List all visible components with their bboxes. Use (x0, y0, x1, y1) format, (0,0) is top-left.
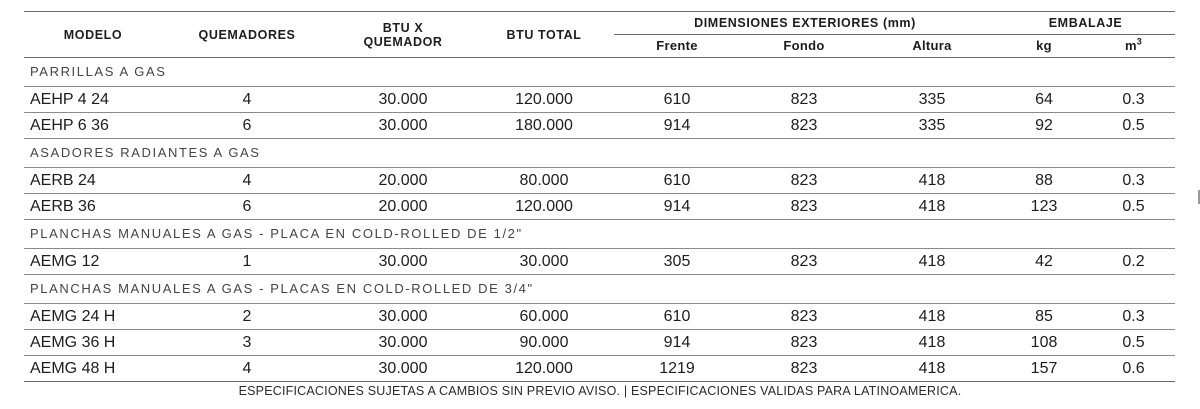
header-kg: kg (996, 35, 1092, 58)
table-row (24, 168, 1175, 194)
cell-altura: 418 (868, 168, 996, 194)
cell-altura: 335 (868, 113, 996, 139)
cell-frente: 305 (614, 249, 740, 275)
header-m3-base: m (1124, 38, 1137, 53)
cell-modelo: AERB 24 (24, 168, 162, 194)
cell-btu-x-quemador: 20.000 (332, 168, 474, 194)
cell-btu-x-quemador: 30.000 (332, 356, 474, 382)
cell-kg: 108 (996, 330, 1092, 356)
header-btu-x-line1: BTU X (382, 20, 424, 35)
cell-quemadores: 1 (162, 249, 332, 275)
cell-btu-x-quemador: 30.000 (332, 87, 474, 113)
cell-kg: 42 (996, 249, 1092, 275)
section-header-row (24, 220, 1175, 249)
cell-btu-x-quemador: 30.000 (332, 330, 474, 356)
cell-m3: 0.5 (1092, 113, 1175, 139)
cell-modelo: AEMG 12 (24, 249, 162, 275)
cell-kg: 92 (996, 113, 1092, 139)
cell-frente: 610 (614, 87, 740, 113)
cell-fondo: 823 (740, 249, 868, 275)
section-title: PLANCHAS MANUALES A GAS - PLACA EN COLD-ROLLED DE 1/2" (24, 220, 1175, 249)
cell-altura: 418 (868, 330, 996, 356)
cell-fondo: 823 (740, 168, 868, 194)
cell-quemadores: 4 (162, 356, 332, 382)
header-fondo: Fondo (740, 35, 868, 58)
section-title: PARRILLAS A GAS (24, 58, 1175, 87)
cell-btu-x-quemador: 30.000 (332, 113, 474, 139)
table-header (24, 12, 1175, 58)
table-row (24, 356, 1175, 382)
cell-modelo: AEMG 48 H (24, 356, 162, 382)
cell-btu-x-quemador: 20.000 (332, 194, 474, 220)
section-title: ASADORES RADIANTES A GAS (24, 139, 1175, 168)
header-altura: Altura (868, 35, 996, 58)
spec-table (24, 11, 1175, 382)
cell-modelo: AEHP 6 36 (24, 113, 162, 139)
section-header-row (24, 275, 1175, 304)
cell-m3: 0.3 (1092, 304, 1175, 330)
cell-fondo: 823 (740, 194, 868, 220)
cell-frente: 914 (614, 330, 740, 356)
cell-frente: 610 (614, 168, 740, 194)
cell-fondo: 823 (740, 304, 868, 330)
table-body (24, 58, 1175, 382)
cell-quemadores: 6 (162, 194, 332, 220)
section-title: PLANCHAS MANUALES A GAS - PLACAS EN COLD-ROLLED DE 3/4" (24, 275, 1175, 304)
cell-m3: 0.3 (1092, 87, 1175, 113)
cell-fondo: 823 (740, 330, 868, 356)
cell-altura: 335 (868, 87, 996, 113)
header-btu-total: BTU TOTAL (474, 12, 614, 58)
header-modelo: MODELO (24, 12, 162, 58)
cell-btu-total: 60.000 (474, 304, 614, 330)
cell-quemadores: 4 (162, 168, 332, 194)
cell-frente: 914 (614, 194, 740, 220)
cell-btu-total: 180.000 (474, 113, 614, 139)
cell-altura: 418 (868, 249, 996, 275)
cell-frente: 1219 (614, 356, 740, 382)
cell-altura: 418 (868, 304, 996, 330)
cell-m3: 0.5 (1092, 194, 1175, 220)
table-row (24, 194, 1175, 220)
cell-fondo: 823 (740, 113, 868, 139)
table-row (24, 87, 1175, 113)
header-btu-x-line2: QUEMADOR (363, 34, 443, 49)
cell-btu-total: 30.000 (474, 249, 614, 275)
table-row (24, 304, 1175, 330)
cell-quemadores: 2 (162, 304, 332, 330)
cell-btu-total: 80.000 (474, 168, 614, 194)
cell-m3: 0.5 (1092, 330, 1175, 356)
cell-m3: 0.3 (1092, 168, 1175, 194)
cell-kg: 88 (996, 168, 1092, 194)
header-frente: Frente (614, 35, 740, 58)
header-btu-x-quemador (332, 12, 474, 58)
cell-btu-total: 90.000 (474, 330, 614, 356)
cell-btu-x-quemador: 30.000 (332, 304, 474, 330)
cell-quemadores: 4 (162, 87, 332, 113)
table-row (24, 330, 1175, 356)
section-header-row (24, 139, 1175, 168)
section-header-row (24, 58, 1175, 87)
spec-table-container (24, 11, 1175, 382)
header-dimensiones: DIMENSIONES EXTERIORES (mm) (614, 12, 996, 35)
cell-kg: 123 (996, 194, 1092, 220)
cell-btu-total: 120.000 (474, 194, 614, 220)
cell-altura: 418 (868, 194, 996, 220)
table-row (24, 249, 1175, 275)
cell-m3: 0.6 (1092, 356, 1175, 382)
cell-frente: 914 (614, 113, 740, 139)
cell-btu-x-quemador: 30.000 (332, 249, 474, 275)
cell-btu-total: 120.000 (474, 356, 614, 382)
cell-kg: 64 (996, 87, 1092, 113)
cell-frente: 610 (614, 304, 740, 330)
cell-m3: 0.2 (1092, 249, 1175, 275)
cell-modelo: AEHP 4 24 (24, 87, 162, 113)
header-m3-sup: 3 (1136, 36, 1143, 47)
cell-altura: 418 (868, 356, 996, 382)
cell-quemadores: 6 (162, 113, 332, 139)
footer-note: ESPECIFICACIONES SUJETAS A CAMBIOS SIN PREVIO AVISO. | ESPECIFICACIONES VALIDAS PARA LATINOAMERICA. (238, 384, 962, 398)
cell-modelo: AEMG 36 H (24, 330, 162, 356)
header-m3 (1092, 35, 1175, 58)
header-quemadores: QUEMADORES (162, 12, 332, 58)
cell-fondo: 823 (740, 356, 868, 382)
header-embalaje: EMBALAJE (996, 12, 1175, 35)
cell-btu-total: 120.000 (474, 87, 614, 113)
cell-modelo: AEMG 24 H (24, 304, 162, 330)
cell-quemadores: 3 (162, 330, 332, 356)
cell-modelo: AERB 36 (24, 194, 162, 220)
cell-kg: 85 (996, 304, 1092, 330)
cell-kg: 157 (996, 356, 1092, 382)
cell-fondo: 823 (740, 87, 868, 113)
table-row (24, 113, 1175, 139)
